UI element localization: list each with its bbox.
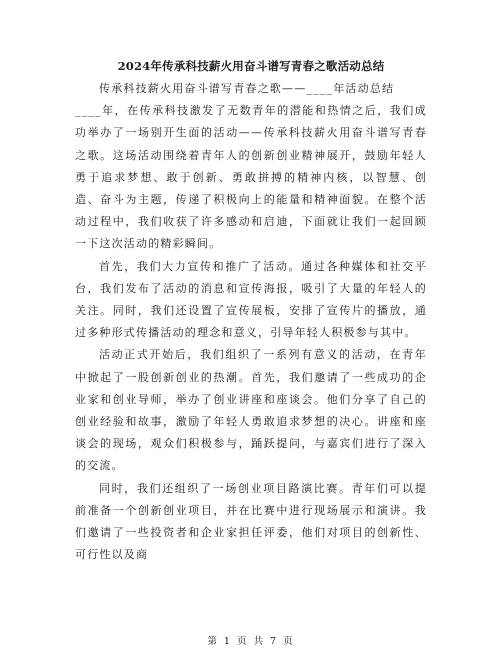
page-number-footer: 第 1 页 共 7 页	[207, 636, 295, 647]
document-title: 2024年传承科技薪火用奋斗谱写青春之歌活动总结	[117, 59, 385, 73]
body-paragraph: 首先，我们大力宣传和推广了活动。通过各种媒体和社交平台，我们发布了活动的消息和宣传海报，吸引了大量的年轻人的关注。同时，我们还设置了宣传展板，安排了宣传片的播放，通过多种形式传播活动的理念和意义，引导年轻人积极参与其中。	[75, 259, 427, 340]
body-paragraph: 活动正式开始后，我们组织了一系列有意义的活动，在青年中掀起了一股创新创业的热潮。首先，我们邀请了一些成功的企业家和创业导师，举办了创业讲座和座谈会。他们分享了自己的创业经验和故事，激励了年轻人勇敢追求梦想的决心。讲座和座谈会的现场，观众们积极参与，踊跃提问，与嘉宾们进行了深入的交流。	[75, 348, 427, 473]
body-paragraph: ____年，在传承科技激发了无数青年的潜能和热情之后，我们成功举办了一场别开生面的活动——传承科技薪火用奋斗谱写青春之歌。这场活动围绕着青年人的创新创业精神展开，鼓励年轻人勇于追求梦想、敢于创新、勇敢拼搏的精神内核，以智慧、创造、奋斗为主题，传递了积极向上的能量和精神面貌。在整个活动过程中，我们收获了许多感动和启迪，下面就让我们一起回顾一下这次活动的精彩瞬间。	[75, 104, 427, 251]
body-paragraph: 同时，我们还组织了一场创业项目路演比赛。青年们可以提前准备一个创新创业项目，并在比赛中进行现场展示和演讲。我们邀请了一些投资者和企业家担任评委，他们对项目的创新性、可行性以及商	[75, 481, 427, 562]
document-body	[75, 78, 427, 566]
subtitle-paragraph: 传承科技薪火用奋斗谱写青春之歌——____年活动总结	[99, 82, 395, 95]
